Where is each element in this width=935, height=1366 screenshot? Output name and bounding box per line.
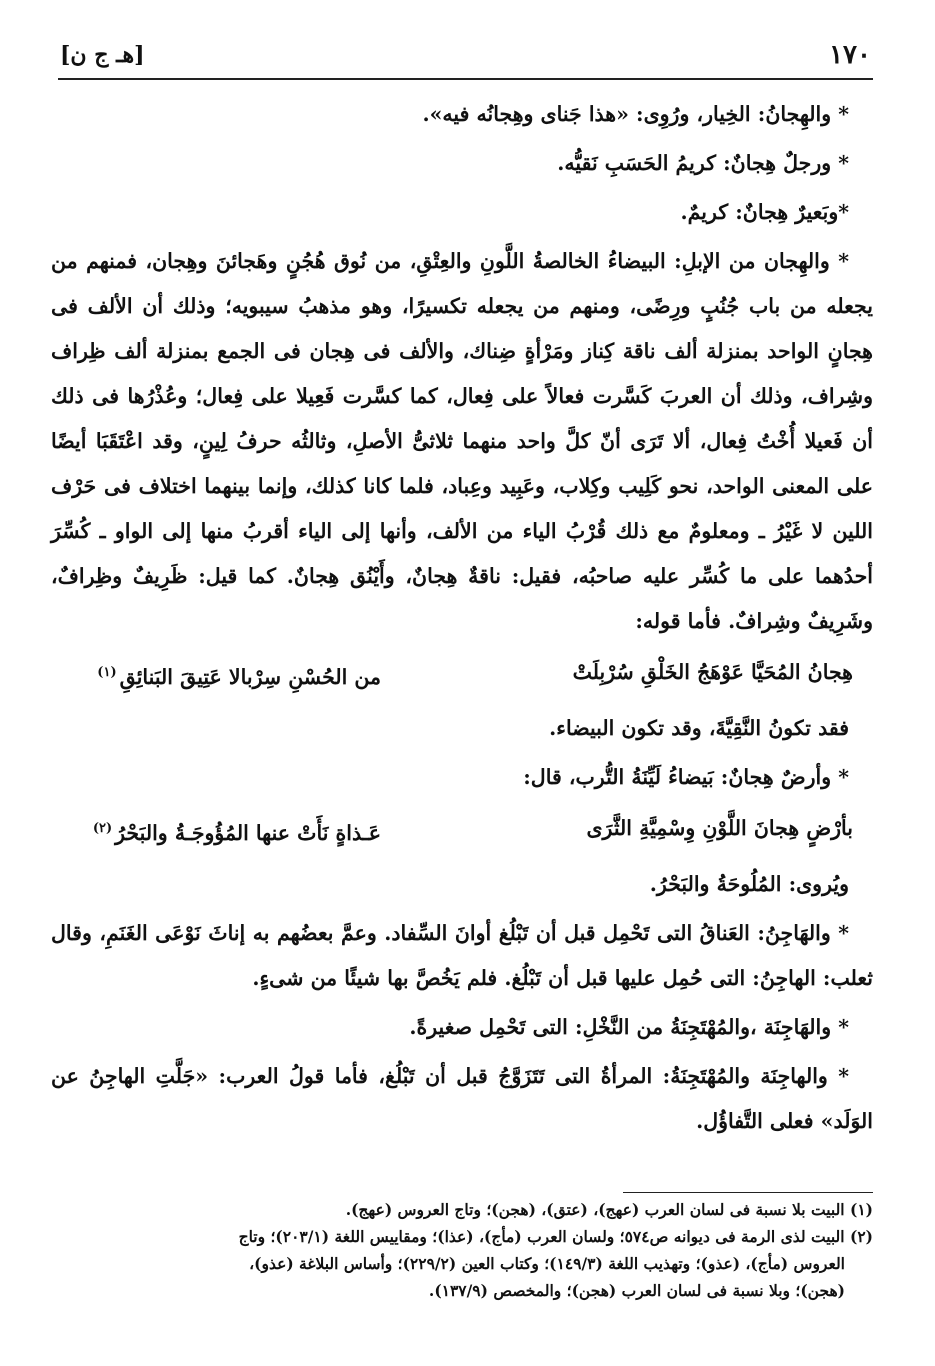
verse-1-first-hemistich: هِجانُ المُحَيَّا عَوْهَجُ الخَلْقِ سُرْبِلَتْ <box>572 660 853 684</box>
footnote-marker-2: (٢) <box>92 820 113 836</box>
footnote-2-line-1: (٢) البيت لذى الرمة فى ديوانه ص٥٧٤؛ ولسان العرب (مأج)، (عذا)؛ ومقاييس اللغة (٢٠٣/١)؛ وتاج <box>238 1227 873 1246</box>
paragraph-baeir-hijan: *وبَعيرٌ هِجانٌ: كريمٌ. <box>680 200 849 224</box>
verse-2-second-hemistich <box>51 806 381 856</box>
footnote-divider <box>623 1192 873 1193</box>
verse-2-second-text: عَـذاةٍ نَأَتْ عنها المُؤُوجَـةُ والبَحْرُ <box>115 820 381 845</box>
verse-2-first-hemistich: بأرْضٍ هِجانَ اللَّوْنِ وِسْمِيَّةِ الثَّرَى <box>586 815 853 840</box>
footnote-1: (١) البيت بلا نسبة فى لسان العرب (عهج)، (عتق)، (هجن)؛ وتاج العروس (عهج). <box>345 1200 873 1219</box>
main-text <box>51 92 873 1148</box>
paragraph-hajina-mar-a: * والهاجِنَة والمُهْتَجِنَةُ: المرأةُ التى تَتَزَوَّجُ قبل أن تَبْلُغ، فأما قولُ العرب: «جَلَّتِ الهاجِنُ عن الوَلَد» فعلى التَّفاؤُل. <box>51 1063 873 1133</box>
verse-2 <box>51 806 853 856</box>
page-number: ١٧٠ <box>829 40 871 70</box>
paragraph-rajul-hijan: * ورجلٌ هِجانٌ: كريمُ الحَسَبِ نَقيُّه. <box>557 151 849 175</box>
paragraph-hajina-nakhl: * والهَاجِنَة ،والمُهْتَجِنَةُ من النَّخْلِ: التى تَحْمِل صغيرةً. <box>409 1014 849 1039</box>
verse-1 <box>51 650 853 700</box>
paragraph-naqiyya: فقد تكونُ النَّقِيَّةَ، وقد تكون البيضاء. <box>549 715 849 740</box>
paragraph-ard-hijan: * وأرضٌ هِجانٌ: بَيضاءُ لَيِّنَةُ التُّرب، قال: <box>523 764 849 789</box>
paragraph-yurwa: ويُروى: المُلُوحَةُ والبَحْرُ. <box>649 871 849 896</box>
page-header <box>58 38 873 80</box>
verse-1-second-hemistich <box>51 650 381 700</box>
footnotes <box>51 1196 873 1304</box>
paragraph-hajin-anaq: * والهَاجِنُ: العَناقُ التى تَحْمِل قبل أن تَبْلُغ أوانَ السِّفاد. وعمَّ بعضُهم به إناثَ نَوْعَى الغَنَمِ، وقال ثعلب: الهاجِنُ: التى حُمِل عليها قبل أن تَبْلُغ. فلم يَخُصَّ بها شيئًا من شىءٍ. <box>51 920 873 990</box>
verse-1-second-text: من الحُسْنِ سِرْبالا عَتِيقَ البَنائِقِ <box>119 664 381 689</box>
footnote-2-line-3: (هجن)؛ وبلا نسبة فى لسان العرب (هجن)؛ والمخصص (١٣٧/٩). <box>428 1281 845 1300</box>
paragraph-hijan-ibil: * والهِجان من الإبلِ: البيضاءُ الخالصةُ اللَّونِ والعِتْقِ، من نُوق هُجُنٍ وهَجائنَ وهِجان، فمنهم من يجعله من باب جُنُبٍ ورِضًى، ومنهم من يجعله تكسيرًا، وهو مذهبُ سيبويه؛ وذلك أن الألف فى هِجانٍ الواحد بمنزلة ألف ناقة كِناز ومَرْأةٍ ضِناك، والألف فى هِجان فى الجمع بمنزلة ألف ظِراف وشِراف، وذلك أن العربَ كَسَّرت فعالاً على فِعال، كما كسَّرت فَعِيلا على فِعال؛ وعُذْرُها فى ذلك أن فَعيلا أُخْتُ فِعال، ألا تَرَى أنّ كلَّ واحد منهما ثلاثىُّ الأصلِ، وثالثُه حرفُ لِينٍ، وقد اعْتَقَبَا أيضًا على المعنى الواحد، نحو كَلِيب وكِلاب، وعَبِيد وعِباد، فلما كانا كذلك، وإنما بينهما اختلاف فى حَرْف اللين لا غَيْرُ ـ ومعلومٌ مع ذلك قُرْبُ الياء من الألف، وأنها إلى الياء أقربُ منها إلى الواو ـ كُسِّرَ أحدُهما على ما كُسِّر عليه صاحبُه، فقيل: ناقةٌ هِجانٌ، وأَيْنُق هِجانٌ. كما قيل: ظَرِيفٌ وظِرافٌ، وشَرِيفٌ وشِرافٌ. فأما قوله: <box>51 249 873 633</box>
footnote-marker-1: (١) <box>97 665 117 680</box>
root-label: [هـ ج ن] <box>60 42 145 68</box>
paragraph-hijan-khiyar: * والهِجانُ: الخِيار، ورُوِى: «هذا جَناى وهِجانُه فيه». <box>422 102 849 126</box>
footnote-2-line-2: العروس (مأج)، (عذو)؛ وتهذيب اللغة (١٤٩/٣)؛ وكتاب العين (٢٢٩/٢)؛ وأساس البلاغة (عذو)، <box>249 1254 845 1273</box>
